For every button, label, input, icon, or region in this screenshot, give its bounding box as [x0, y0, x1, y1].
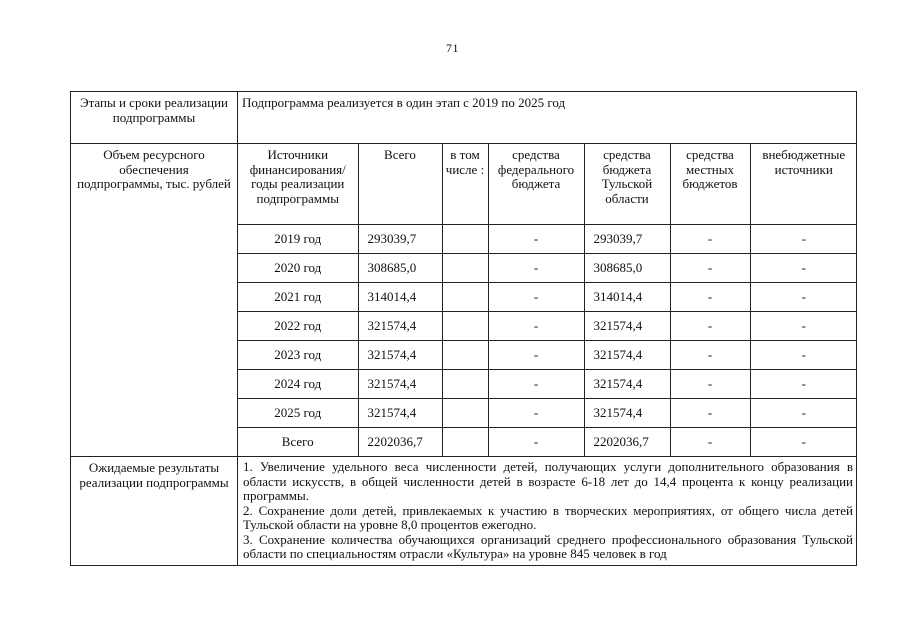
- cell-year: 2023 год: [238, 341, 358, 370]
- cell-year: 2019 год: [238, 225, 358, 254]
- header-including: в том числе :: [442, 144, 488, 225]
- cell-local: -: [670, 312, 750, 341]
- cell-year: 2022 год: [238, 312, 358, 341]
- cell-including: [442, 399, 488, 428]
- cell-total: 308685,0: [358, 254, 442, 283]
- cell-federal: -: [488, 428, 584, 457]
- stages-text: Подпрограмма реализуется в один этап с 2019 по 2025 год: [238, 92, 857, 144]
- cell-federal: -: [488, 370, 584, 399]
- cell-total: 321574,4: [358, 399, 442, 428]
- cell-including: [442, 225, 488, 254]
- cell-extra: -: [750, 225, 857, 254]
- cell-total: 321574,4: [358, 370, 442, 399]
- result-item: 2. Сохранение доли детей, привлекаемых к участию в творческих мероприятиях, от общего числа детей Тульской области на уровне 8,0 процентов ежегодно.: [243, 502, 853, 532]
- cell-regional: 308685,0: [584, 254, 670, 283]
- funding-cell: [238, 144, 857, 457]
- cell-total: 314014,4: [358, 283, 442, 312]
- result-item: 1. Увеличение удельного веса численности детей, получающих услуги дополнительного образования в области искусств, в общей численности детей в возрасте 6-18 лет до 14,4 процента к концу реализации программы.: [243, 459, 853, 503]
- cell-regional: 321574,4: [584, 399, 670, 428]
- cell-year: 2021 год: [238, 283, 358, 312]
- cell-extra: -: [750, 341, 857, 370]
- cell-year: 2024 год: [238, 370, 358, 399]
- header-regional: средства бюджета Тульской области: [584, 144, 670, 225]
- cell-federal: -: [488, 254, 584, 283]
- passport-table: [70, 91, 857, 566]
- cell-extra: -: [750, 254, 857, 283]
- cell-extra: -: [750, 283, 857, 312]
- cell-year: 2020 год: [238, 254, 358, 283]
- cell-federal: -: [488, 399, 584, 428]
- stages-label: Этапы и сроки реализации подпрограммы: [71, 92, 238, 144]
- cell-regional: 321574,4: [584, 341, 670, 370]
- header-federal: средства федерального бюджета: [488, 144, 584, 225]
- table-row: [238, 283, 857, 312]
- table-row: [238, 312, 857, 341]
- cell-year: Всего: [238, 428, 358, 457]
- stages-row: [71, 92, 857, 144]
- results-text: [238, 457, 857, 566]
- cell-total: 2202036,7: [358, 428, 442, 457]
- result-item: 3. Сохранение количества обучающихся организаций среднего профессионального образования Тульской области по специальностям отрасли «Культура» на уровне 845 человек в год: [243, 531, 853, 561]
- cell-regional: 293039,7: [584, 225, 670, 254]
- cell-regional: 321574,4: [584, 312, 670, 341]
- cell-federal: -: [488, 225, 584, 254]
- results-row: [71, 457, 857, 566]
- cell-local: -: [670, 399, 750, 428]
- funding-header-row: [238, 144, 857, 225]
- cell-including: [442, 283, 488, 312]
- results-label: Ожидаемые результаты реализации подпрограммы: [71, 457, 238, 566]
- header-extra: внебюджетные источники: [750, 144, 857, 225]
- cell-local: -: [670, 254, 750, 283]
- cell-regional: 314014,4: [584, 283, 670, 312]
- header-total: Всего: [358, 144, 442, 225]
- funding-label: Объем ресурсного обеспечения подпрограммы, тыс. рублей: [71, 144, 238, 457]
- cell-extra: -: [750, 370, 857, 399]
- cell-total: 321574,4: [358, 312, 442, 341]
- table-row: [238, 254, 857, 283]
- table-row: [238, 341, 857, 370]
- cell-regional: 2202036,7: [584, 428, 670, 457]
- table-row: [238, 399, 857, 428]
- cell-extra: -: [750, 428, 857, 457]
- cell-local: -: [670, 283, 750, 312]
- table-row: [238, 370, 857, 399]
- cell-including: [442, 312, 488, 341]
- funding-table: [238, 144, 857, 456]
- cell-local: -: [670, 370, 750, 399]
- cell-local: -: [670, 225, 750, 254]
- cell-total: 321574,4: [358, 341, 442, 370]
- table-row: [238, 225, 857, 254]
- cell-total: 293039,7: [358, 225, 442, 254]
- cell-including: [442, 254, 488, 283]
- cell-federal: -: [488, 341, 584, 370]
- cell-extra: -: [750, 312, 857, 341]
- cell-federal: -: [488, 283, 584, 312]
- cell-including: [442, 428, 488, 457]
- funding-row: [71, 144, 857, 457]
- cell-regional: 321574,4: [584, 370, 670, 399]
- cell-local: -: [670, 341, 750, 370]
- header-source: Источники финансирования/ годы реализации подпрограммы: [238, 144, 358, 225]
- cell-including: [442, 370, 488, 399]
- cell-extra: -: [750, 399, 857, 428]
- cell-local: -: [670, 428, 750, 457]
- table-row: [238, 428, 857, 457]
- header-local: средства местных бюджетов: [670, 144, 750, 225]
- cell-year: 2025 год: [238, 399, 358, 428]
- cell-federal: -: [488, 312, 584, 341]
- page-number: 71: [446, 41, 459, 55]
- cell-including: [442, 341, 488, 370]
